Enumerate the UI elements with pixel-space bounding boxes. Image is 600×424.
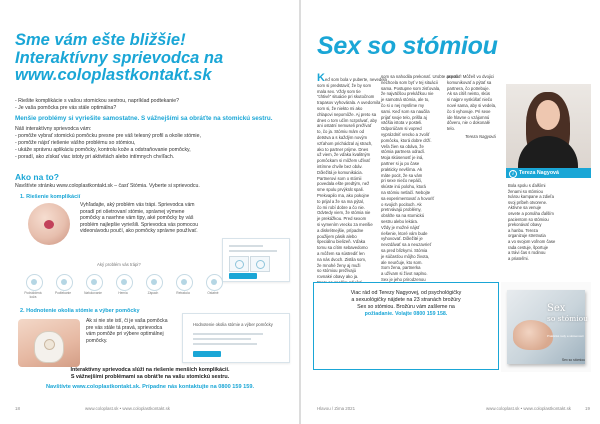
article-line: dnes o tom učím rozprávať, aby xyxy=(317,117,377,123)
article-line: "chtivé" situácie pri skutočnom xyxy=(317,94,375,100)
offer-line: Sex so stómiou. Brožúru vám zašleme na xyxy=(357,304,455,310)
article-line: to, čo ja. Stómiu mám od xyxy=(317,129,365,135)
article-line: je súčasťou môjho života, xyxy=(381,253,430,259)
article-line: trapasov vyhovárala. A uvedomila xyxy=(317,100,381,106)
offer-line: Viac rád od Terezy Nagyovej, od psychológičky xyxy=(350,290,462,296)
brochure-caption: Sex so stómiou xyxy=(561,358,585,362)
list-item: - pomôže nájsť riešenie vášho problému so stómiou, xyxy=(15,140,136,146)
problem-chooser-icon xyxy=(116,274,133,291)
page-number: 18 xyxy=(15,406,20,411)
article-line: detstva a s každým novým xyxy=(317,134,368,140)
article-line: partnera, čo potrebuje. xyxy=(447,85,490,91)
bio-line: a vo svojom voľnom čase xyxy=(508,238,556,244)
chooser-caption: Podráždená koža xyxy=(24,291,42,299)
article-line: povedala ešte predtým, než xyxy=(317,181,370,187)
step2-line: pomôcky. xyxy=(86,337,108,344)
closing-line: S vážnejšími problémami sa obráťte na vašu stomickú sestru. xyxy=(70,374,230,380)
article-line: som si, že niekto mi ako xyxy=(317,105,363,111)
problem-chooser-icon xyxy=(26,274,43,291)
drop-cap: K xyxy=(317,72,325,84)
list-item: Náš interaktívny sprievodca vám: xyxy=(15,126,92,132)
bio-line: tvárou kampane a zdieľa xyxy=(508,194,554,200)
article-line: som si predstaviť, že by som xyxy=(317,82,372,88)
left-page xyxy=(0,0,299,424)
article-line: Som žena, partnerka xyxy=(381,265,421,271)
info-icon: i xyxy=(509,170,517,178)
headline-line: Interaktívny sprievodca na xyxy=(15,48,224,67)
article-line: Sex je jeho prirodzenou xyxy=(381,276,426,282)
article-line: pomôcku, ktorá dobre drží. xyxy=(381,137,432,143)
headline-url: www.coloplastkontakt.sk xyxy=(15,66,212,84)
article-line: Ak sa cítiš neisto, skús xyxy=(447,91,490,97)
author-signature: Tereza Nagyová xyxy=(465,133,496,139)
article-line: a diskrétnejšie, prípadne xyxy=(317,227,364,233)
article-line: komunikovať a pýtať sa xyxy=(447,79,492,85)
article-line: a môžem sa sústrediť len xyxy=(317,250,365,256)
article-title: Sex so stómiou xyxy=(317,32,498,60)
article-line: Partnerovi som o stómii xyxy=(317,175,362,181)
brochure-offer-box xyxy=(313,282,499,370)
article-line: pri sexe niečo nepáči, xyxy=(381,178,423,184)
feature-list xyxy=(15,126,290,161)
article-line: telo. xyxy=(447,126,456,132)
bio-line: a priateľmi. xyxy=(508,255,529,261)
problem-chooser xyxy=(22,262,237,302)
issue-label: Hlavou / Zima 2021 xyxy=(317,406,356,411)
shot-button xyxy=(193,351,221,357)
article-line: na nás dvoch. Zistila som, xyxy=(317,256,367,262)
article-line: Dôležitá je komunikácia. xyxy=(317,169,363,175)
brochure-subtitle: Praktické rady a skúsenosti xyxy=(547,334,584,338)
article-line: prestať! Môžeš vo dvojici xyxy=(447,74,494,79)
intro-line: - Riešite komplikácie s vašou stomickou sestrou, napríklad podtekanie? xyxy=(15,98,180,104)
headline-line: Sme vám ešte bližšie! xyxy=(15,31,186,49)
howto-title: Ako na to? xyxy=(15,172,59,182)
article-line: ani ostatní nemuseli prežívať xyxy=(317,123,372,129)
article-line: chlapovi nepomôže. Aj preto sa xyxy=(317,111,377,117)
headline xyxy=(15,32,285,85)
article-line: intímne chvíle bez obáv. xyxy=(317,163,363,169)
article-line: si vymením vrecko za menšie xyxy=(317,221,373,227)
article-line: nevzdávať sa a neuzavrieť xyxy=(381,242,432,248)
article-line: tomu sa cítim sebavedomo xyxy=(317,245,368,251)
stoma-mark xyxy=(44,220,54,229)
brochure-image xyxy=(501,282,591,372)
step1-heading: 1. Riešenie komplikácií xyxy=(20,194,81,200)
problem-chooser-icon xyxy=(176,274,193,291)
article-line: že mnohé ženy aj muži xyxy=(317,262,361,268)
article-line: nové sama, aby si vedela, xyxy=(447,102,497,108)
article-line: je prekážkou. Pred sexom xyxy=(317,216,367,222)
article-line: prijať svoje telo, prišla aj xyxy=(381,114,427,120)
bio-line: prekonávať obavy xyxy=(508,222,542,228)
article-line: sa experimentovať a hovoriť xyxy=(381,195,435,201)
step2-line: pre vás stále tá pravá, sprievodca xyxy=(86,324,163,331)
article-line: partner si ju po čase xyxy=(381,160,420,166)
article-line: to prijal a že sa ma pýtal, xyxy=(317,198,365,204)
article-line: obráťte sa na stomickú xyxy=(381,213,425,219)
list-item: - ukáže správnu aplikáciu pomôcky, kontrolu kože a odstraňovanie pomôcky, xyxy=(15,147,191,153)
problem-chooser-icon xyxy=(86,274,103,291)
article-line: Prekvapilo ma, ako pokojne xyxy=(317,192,370,198)
article-line: sami. Keď som sa naučila xyxy=(381,108,430,114)
article-line: pomôckam si môžem užívať xyxy=(317,158,371,164)
howto-instruction: Navštívte stránku www.coloplastkontakt.sk – časť Stómia. Vyberte si sprievodcu. xyxy=(15,183,200,189)
step2-line: vám pomôže pri výbere optimálnej xyxy=(86,331,164,338)
article-line: že najväčšou prekážkou nie xyxy=(381,91,434,97)
article-line: Moja skúsenosť je iná, xyxy=(381,155,424,161)
intro-questions xyxy=(15,98,290,112)
bio-line: a hanbu. Tereza xyxy=(508,227,538,233)
article-line: máte pocit, že sa vám xyxy=(381,172,423,178)
article-line: sa pred blízkymi. Stómia xyxy=(381,247,428,253)
article-line: sme spolu prvýkrát spali. xyxy=(317,187,364,193)
step1-line: poradí pri ošetrovaní stómie, správnej výmene xyxy=(80,208,185,215)
article-line: vyhovovať. Dôležité je xyxy=(381,236,423,242)
chooser-caption: Retrakcia xyxy=(176,291,190,295)
article-line: riešenie, ktoré vám bude xyxy=(381,230,428,236)
article-line: so stómiou prežívajú xyxy=(317,268,356,274)
offer-phone-line: požiadanie. Volajte 0800 159 158. xyxy=(364,311,448,317)
intro-line: - Je vaša pomôcka pre vás stále optimálna? xyxy=(15,105,117,111)
article-line: Odporúčam si vopred xyxy=(381,126,422,132)
bio-line: rada cestuje, športuje xyxy=(508,244,549,250)
article-line: prakticky nevšíma. Ak xyxy=(381,166,423,172)
problem-chooser-icon xyxy=(56,274,73,291)
shot-tile xyxy=(250,256,270,272)
article-line: na stómiu netlačí. Nebojte xyxy=(381,189,431,195)
article-line: je samotná stómia, ale to, xyxy=(381,97,430,103)
article-line: a užívam si život naplno. xyxy=(381,271,428,277)
bio-line: ženami so stómiou xyxy=(508,188,543,194)
chooser-caption: Hernia xyxy=(118,291,128,295)
problem-chooser-icon xyxy=(146,274,163,291)
list-item: - pomôže vybrať stomickú pomôcku presne pre váš telesný profil a okolie stómie, xyxy=(15,133,201,139)
list-item: - poradí, ako získať viac istoty pri aktivitách alebo intímnych chvíľach. xyxy=(15,154,175,160)
step1-body xyxy=(80,202,198,235)
article-line: nechcela som byť v tej situácii xyxy=(381,79,438,85)
article-line: stómia partnera odradí. xyxy=(381,149,425,155)
offer-line: a sexuológičky nájdete na 23 stranách brožúry xyxy=(351,297,461,303)
closing-note xyxy=(15,367,285,381)
article-line: Odvtedy viem, že stómia nie xyxy=(317,210,371,216)
step1-line: videonávodu poučí, ako pomôcky správne používať. xyxy=(80,228,198,235)
article-line: čo si o nej myslíme my xyxy=(381,102,424,108)
article-line: špeciálnu bielizeň. Vďaka xyxy=(317,239,366,245)
bio-line: pacientom so stómiou xyxy=(508,216,549,222)
article-line: vyprázdniť vrecko a zvoliť xyxy=(381,131,430,137)
article-line: som sa nahodila prekonať. Urobte aspoň xyxy=(381,74,458,79)
contact-line: Navštívte www.coloplastkontakt.sk. Prípadne nás kontaktujte na 0800 159 159. xyxy=(45,384,255,390)
bio-line: Bola spolu s ďalšími xyxy=(508,183,546,188)
author-bio xyxy=(508,183,555,261)
author-name: Tereza Nagyová xyxy=(519,170,559,176)
article-column-3 xyxy=(447,74,503,140)
step1-line: pomôcky a navrhne vám tipy, aké pomôcky by váš xyxy=(80,215,194,222)
brochure-title: Sex so stómiou xyxy=(547,303,588,323)
article-line: už viem, že vďaka kvalitným xyxy=(317,152,371,158)
article-line: sestru alebo lekára. xyxy=(381,218,419,224)
article-line: skúste inú polohu, ktorá xyxy=(381,184,426,190)
article-line: vzťahom prichádzal aj strach, xyxy=(317,140,373,146)
step2-heading: 2. Hodnotenie okolia stómie a výber pomôcky xyxy=(20,308,140,314)
step1-line: problém najlepšie vyriešili. Sprievodca vás pomocou xyxy=(80,221,199,228)
article-line: čo ti vyhovuje. Pri sexe xyxy=(447,108,491,114)
chooser-caption: Nafukovanie xyxy=(84,291,102,295)
article-line: ale neurčuje, kto som. xyxy=(381,259,423,265)
closing-line: Interaktívny sprievodca slúži na riešenie menších komplikácií. xyxy=(70,367,230,373)
article-line: Veľa žien sa obáva, že xyxy=(381,143,424,149)
article-line: väčšia istota v posteli. xyxy=(381,120,423,126)
page-number: 19 xyxy=(585,406,590,411)
article-line: mala sex. Vždy som tie xyxy=(317,88,361,94)
step1-line: Vyhľadajte, aký problém vás trápi. Sprievodca vám xyxy=(80,202,195,208)
guide-screenshot-2 xyxy=(182,313,290,363)
chooser-caption: Zápach xyxy=(147,291,159,295)
article-line: použijem pásik alebo xyxy=(317,233,357,239)
article-column-2 xyxy=(381,74,458,288)
footer-url: www.coloplast.sk • www.coloplastkontakt.sk xyxy=(486,406,571,411)
article-line: dôveru, nie o dokonalé xyxy=(447,120,491,126)
step2-body xyxy=(86,318,168,344)
shot-title: Hodnotenie okolia stómie a výber pomôcky xyxy=(193,322,273,327)
article-line: sama. Postupne som zisťovala, xyxy=(381,85,441,91)
article-line: čo mi robí dobre a čo nie. xyxy=(317,204,365,210)
footer-url: www.coloplast.sk • www.coloplastkontakt.sk xyxy=(85,406,170,411)
bio-line: organizuje stretnutia xyxy=(508,233,546,239)
article-line: pretrvávajú problémy, xyxy=(381,207,422,213)
bio-line: a trávi čas s rodinou xyxy=(508,250,546,256)
article-line: ide hlavne o vzájomnú xyxy=(447,114,490,120)
article-line: eď som bola v puberte, nevedela xyxy=(324,77,387,82)
step2-line: Ak si nie ste istí, či je vaša pomôcka xyxy=(86,318,168,324)
chooser-caption: Podtekanie xyxy=(55,291,71,295)
problem-chooser-icon xyxy=(206,274,223,291)
bio-line: svoj príbeh otvorene. xyxy=(508,199,548,205)
subhead: Menšie problémy si vyriešite samostatne. S vážnejšími sa obráťte na stomickú sestru. xyxy=(15,115,273,122)
article-line: ako to partner prijme. Dnes xyxy=(317,146,369,152)
pouch-photo xyxy=(18,319,80,367)
chooser-label: Aký problém vás trápi? xyxy=(97,262,141,267)
bio-line: Aktívne sa venuje xyxy=(508,205,542,211)
right-page xyxy=(301,0,600,424)
brochure-cover xyxy=(507,290,588,364)
article-line: rovnaké obavy ako ja. xyxy=(317,274,359,280)
article-line: Vždy je možné nájsť xyxy=(381,224,420,230)
name-plate xyxy=(506,168,591,178)
bio-line: osvete a pomáha ďalším xyxy=(508,210,554,216)
article-column-1 xyxy=(317,72,387,291)
article-line: si najprv vyskúšať niečo xyxy=(447,97,493,103)
article-line: o svojich pocitoch. Ak xyxy=(381,201,422,207)
chooser-caption: Ostatné xyxy=(207,291,219,295)
stoma-photo xyxy=(28,203,70,245)
portrait-photo xyxy=(506,84,591,168)
